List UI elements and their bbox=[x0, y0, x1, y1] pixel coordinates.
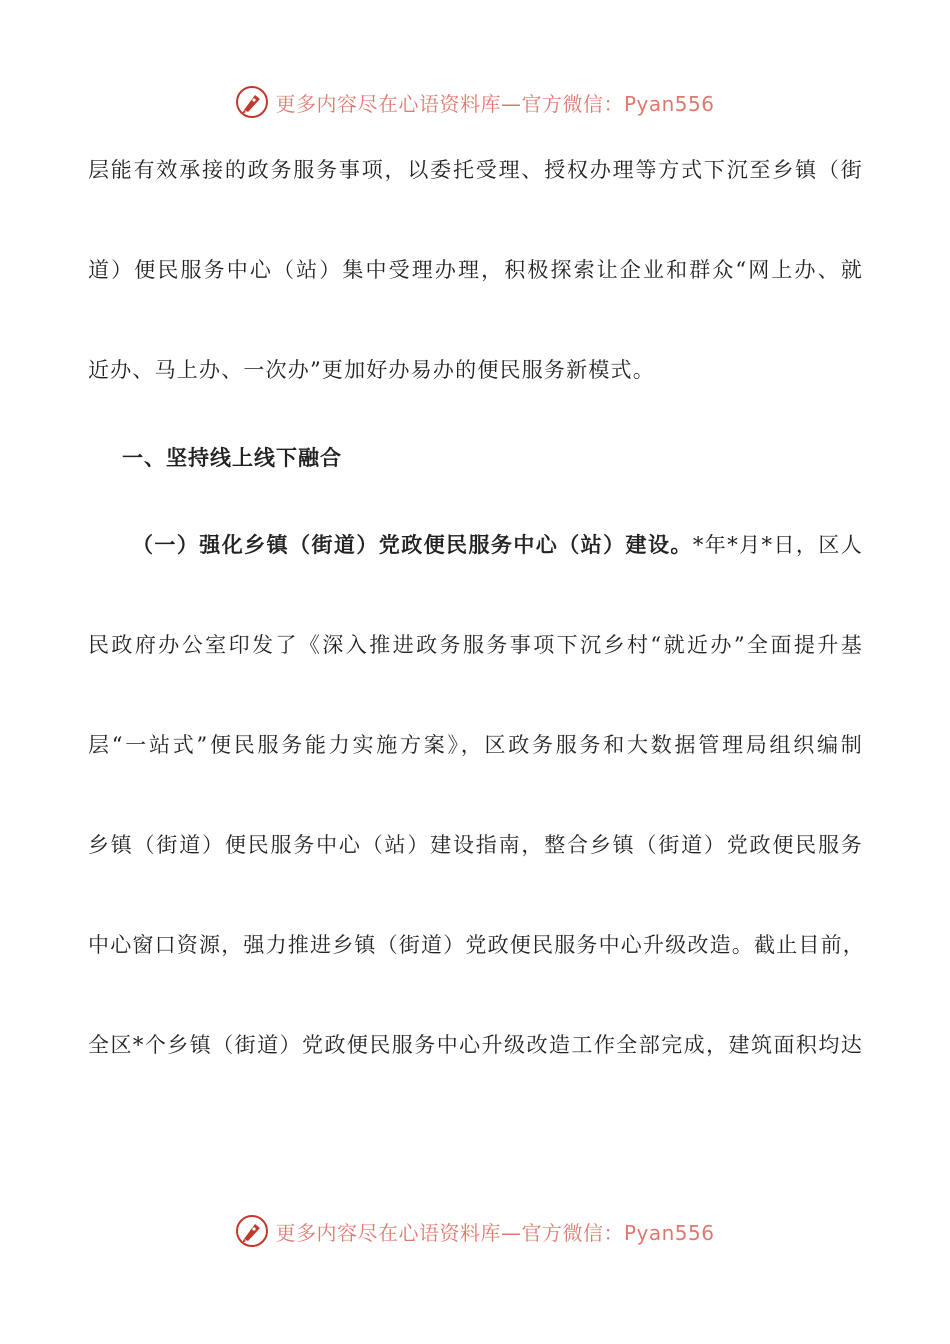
paragraph-line: 民政府办公室印发了《深入推进政务服务事项下沉乡村“就近办”全面提升基 bbox=[88, 633, 863, 657]
paragraph-line: 层“一站式”便民服务能力实施方案》，区政务服务和大数据管理局组织编制 bbox=[88, 733, 863, 757]
header-banner bbox=[0, 80, 950, 124]
section-heading: 一、坚持线上线下融合 bbox=[122, 446, 342, 470]
footer-banner bbox=[0, 1209, 950, 1253]
subsection-title: （一）强化乡镇（街道）党政便民服务中心（站）建设。 bbox=[132, 533, 693, 557]
subsection-lead-text: *年*月*日，区人 bbox=[692, 533, 863, 557]
pen-nib-logo-icon bbox=[235, 1214, 269, 1248]
footer-banner-text: 更多内容尽在心语资料库—官方微信：Pyan556 bbox=[275, 1220, 715, 1245]
paragraph-line: 全区*个乡镇（街道）党政便民服务中心升级改造工作全部完成，建筑面积均达 bbox=[88, 1033, 863, 1057]
pen-nib-logo-icon bbox=[235, 85, 269, 119]
paragraph-line: 道）便民服务中心（站）集中受理办理，积极探索让企业和群众“网上办、就 bbox=[88, 258, 863, 282]
paragraph-line: 近办、马上办、一次办”更加好办易办的便民服务新模式。 bbox=[88, 358, 655, 382]
paragraph-line: 中心窗口资源，强力推进乡镇（街道）党政便民服务中心升级改造。截止目前， bbox=[88, 933, 865, 957]
subsection-first-line bbox=[132, 530, 863, 560]
header-banner-text: 更多内容尽在心语资料库—官方微信：Pyan556 bbox=[275, 91, 715, 116]
paragraph-line: 层能有效承接的政务服务事项，以委托受理、授权办理等方式下沉至乡镇（街 bbox=[88, 158, 863, 182]
paragraph-line: 乡镇（街道）便民服务中心（站）建设指南，整合乡镇（街道）党政便民服务 bbox=[88, 833, 863, 857]
